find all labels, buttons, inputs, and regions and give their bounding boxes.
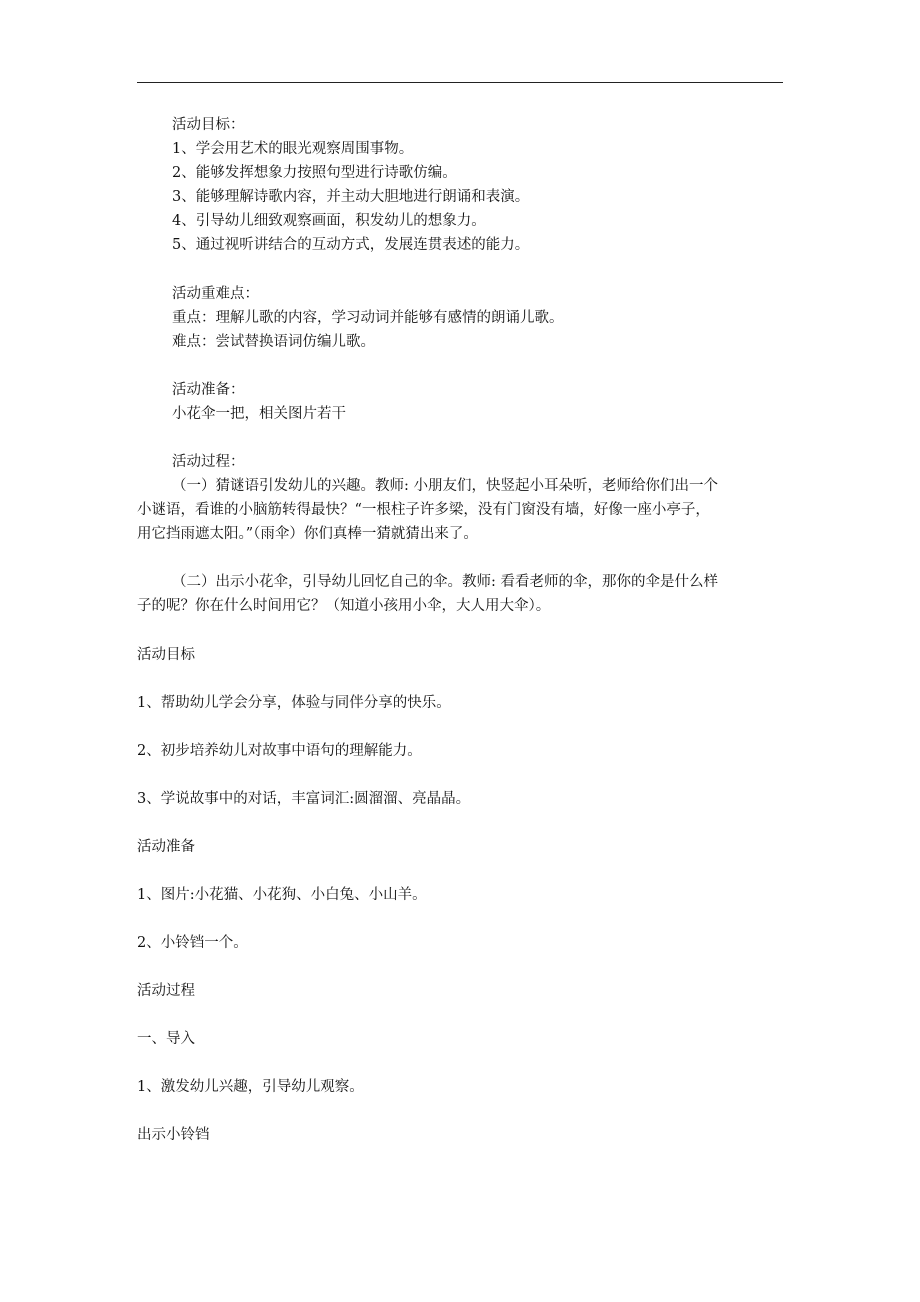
process-heading: 活动过程： xyxy=(172,454,245,470)
key-point: 重点：理解儿歌的内容，学习动词并能够有感情的朗诵儿歌。 xyxy=(172,310,564,326)
goal-item-4: 4、引导幼儿细致观察画面，积发幼儿的想象力。 xyxy=(172,213,486,229)
goal-item-2: 2、能够发挥想象力按照句型进行诗歌仿编。 xyxy=(172,165,457,181)
step2-line-2: 子的呢？你在什么时间用它？（知道小孩用小伞，大人用大伞）。 xyxy=(137,598,551,614)
show-bell: 出示小铃铛 xyxy=(137,1127,210,1143)
goal-item-3: 3、能够理解诗歌内容，并主动大胆地进行朗诵和表演。 xyxy=(172,189,530,205)
step2-line-1: （二）出示小花伞，引导幼儿回忆自己的伞。教师: 看看老师的伞，那你的伞是什么样 xyxy=(172,574,718,590)
goals-heading: 活动目标： xyxy=(172,117,245,133)
step1-line-3: 用它挡雨遮太阳。”（雨伞）你们真棒一猜就猜出来了。 xyxy=(137,526,478,542)
section2-process-heading: 活动过程 xyxy=(137,983,195,999)
difficult-point: 难点：尝试替换语词仿编儿歌。 xyxy=(172,334,375,350)
section2-prep-heading: 活动准备 xyxy=(137,839,195,855)
section2-prep-2: 2、小铃铛一个。 xyxy=(137,935,248,951)
key-points-heading: 活动重难点： xyxy=(172,286,259,302)
prep-text: 小花伞一把，相关图片若干 xyxy=(172,406,346,422)
header-rule xyxy=(137,82,783,83)
goal-item-1: 1、学会用艺术的眼光观察周围事物。 xyxy=(172,141,414,157)
prep-heading: 活动准备： xyxy=(172,382,245,398)
intro-heading: 一、导入 xyxy=(137,1031,195,1047)
step1-line-2: 小谜语，看谁的小脑筋转得最快？“一根柱子许多梁，没有门窗没有墙，好像一座小亭子， xyxy=(137,502,710,518)
section2-goal-1: 1、帮助幼儿学会分享，体验与同伴分享的快乐。 xyxy=(137,695,451,711)
step1-line-1: （一）猜谜语引发幼儿的兴趣。教师: 小朋友们，快竖起小耳朵听，老师给你们出一个 xyxy=(172,478,718,494)
section2-goals-heading: 活动目标 xyxy=(137,647,195,663)
section2-prep-1: 1、图片:小花猫、小花狗、小白兔、小山羊。 xyxy=(137,887,427,903)
section2-goal-3: 3、学说故事中的对话，丰富词汇:圆溜溜、亮晶晶。 xyxy=(137,791,471,807)
goal-item-5: 5、通过视听讲结合的互动方式，发展连贯表述的能力。 xyxy=(172,237,530,253)
section2-goal-2: 2、初步培养幼儿对故事中语句的理解能力。 xyxy=(137,743,422,759)
intro-item-1: 1、激发幼儿兴趣，引导幼儿观察。 xyxy=(137,1079,364,1095)
